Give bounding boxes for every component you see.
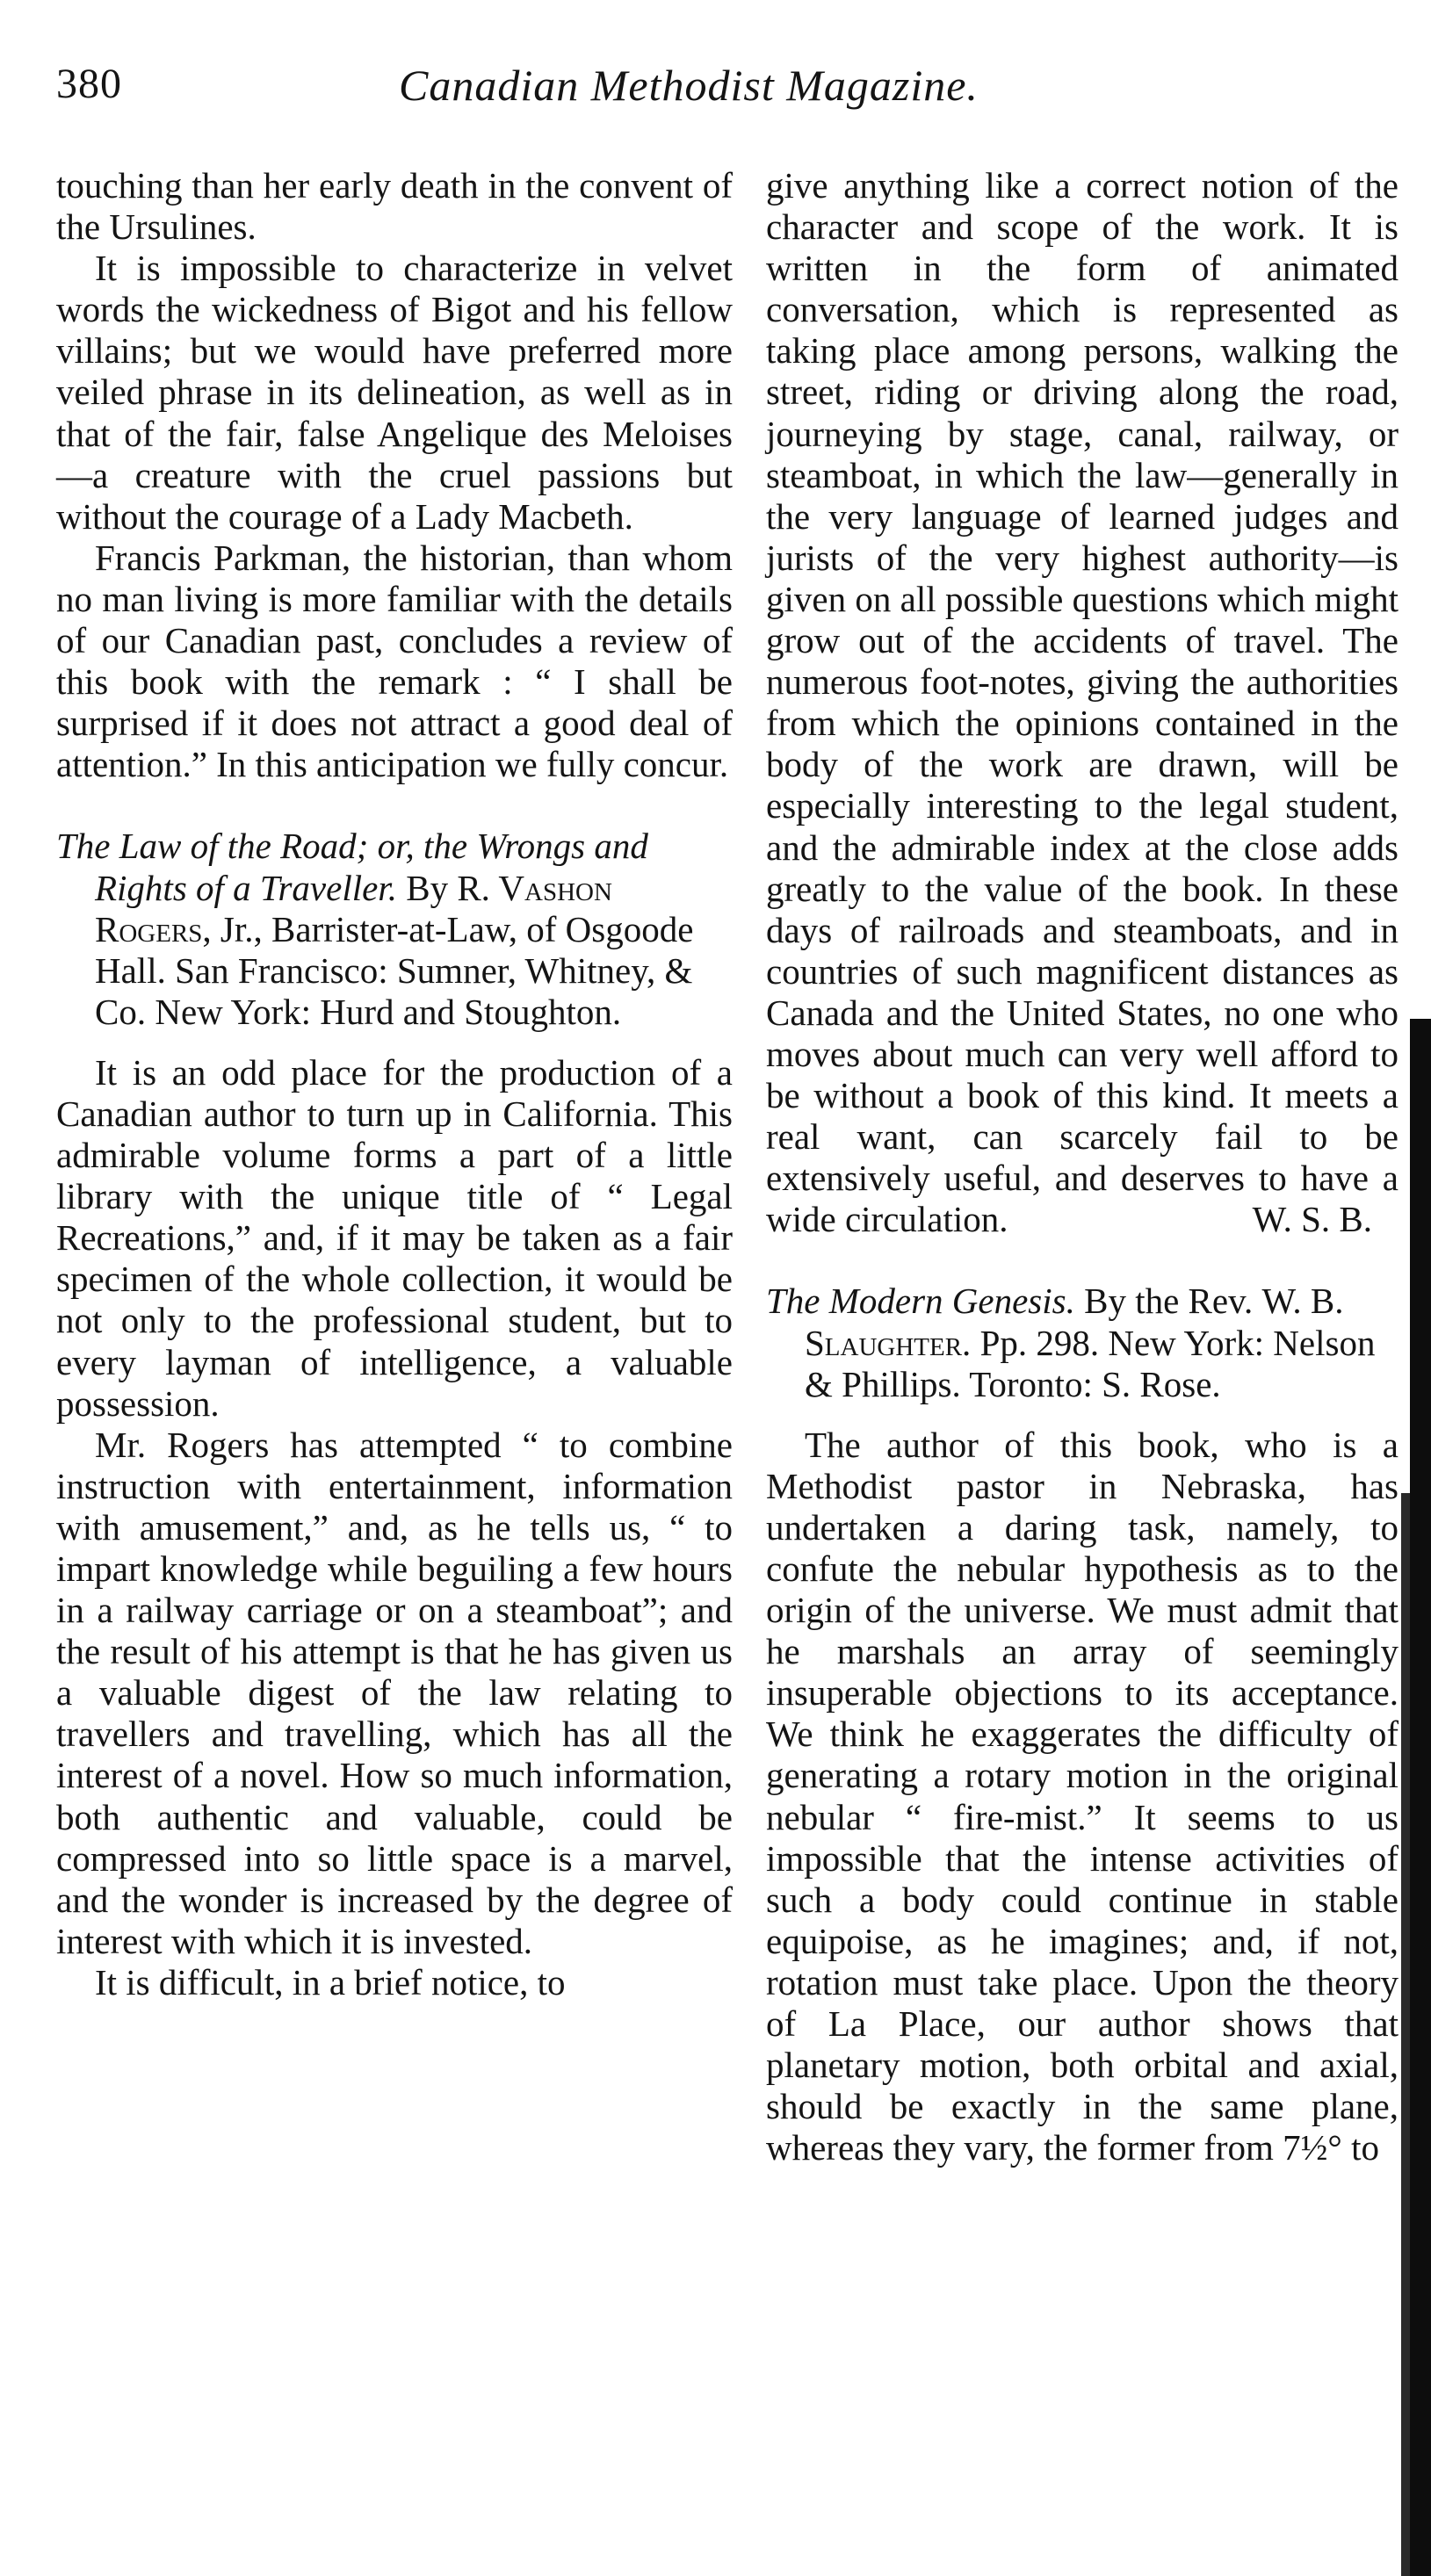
book-title: The Modern Genesis. [766, 1281, 1075, 1322]
paragraph: touching than her early death in the convent of the Ursulines. [56, 165, 733, 248]
paragraph: Mr. Rogers has attempted “ to combine instruction with entertainment, information with amusement,” and, as he tells us, “ to impart knowledge while beguiling a few hours in a railway carriage or on a steamboat”; and the result of his attempt is that he has given us a valuable digest of the law relating to travellers and travelling, which has all the interest of a novel. How so much information, both authentic and valuable, could be compressed into so little space is a marvel, and the wonder is increased by the degree of interest with which it is invested. [56, 1424, 733, 1961]
paragraph: The author of this book, who is a Methodist pastor in Nebraska, has undertaken a daring task, namely, to confute the nebular hypothesis as to the origin of the universe. We must admit that he marshals an array of seemingly insuperable objections to its acceptance. We think he exaggerates the difficulty of generating a rotary motion in the original nebular “ fire-mist.” It seems to us impossible that the intense activities of such a body could continue in stable equipoise, as he imagines; and, if not, rotation must take place. Upon the theory of La Place, our author shows that planetary motion, both orbital and axial, should be exactly in the same plane, whereas they vary, the former from 7½° to [766, 1424, 1398, 2168]
scan-edge [1410, 1019, 1431, 2576]
page-number: 380 [56, 61, 122, 107]
left-column [56, 165, 733, 2003]
publication-details: Pp. 298. New York: Nelson & Phillips. Toronto: S. Rose. [805, 1322, 1376, 1404]
running-title: Canadian Methodist Magazine. [399, 61, 979, 110]
review-heading [766, 1281, 1398, 1404]
reviewer-signature: W. S. B. [1252, 1199, 1372, 1240]
byline: By [406, 867, 449, 908]
right-column [766, 165, 1398, 2168]
byline: By the Rev. [1084, 1281, 1254, 1322]
paragraph: give anything like a correct notion of the character and scope of the work. It is written in the form of animated conversation, which is represented as taking place among persons, walking the street, riding or driving along the road, journeying by stage, canal, railway, or steamboat, in which the law—generally in the very language of learned judges and jurists of the very highest authority—is given on all possible questions which might grow out of the accidents of travel. The numerous foot-notes, giving the authorities from which the opinions contained in the body of the work are drawn, will be especially interesting to the legal student, and the admirable index at the close adds greatly to the value of the book. In these days of railroads and steamboats, and in countries of such magnificent distances as Canada and the United States, no one who moves about much can very well afford to be without a book of this kind. It meets a real want, can scarcely fail to be extensively useful, and deserves to have a wide circulation. [766, 165, 1398, 1240]
scan-edge-shadow [1401, 1493, 1410, 2576]
page-header [56, 60, 1102, 116]
publication-details: , Jr., Barrister-at-Law, of Osgoode Hall. San Francisco: Sumner, Whitney, & Co. New York: Hurd and Stoughton. [95, 908, 694, 1032]
review-heading [56, 826, 733, 1032]
book-title: The Law of the Road; or, the Wrongs and Rights of a Traveller. [56, 826, 648, 908]
paragraph: It is difficult, in a brief notice, to [95, 1961, 566, 2002]
paragraph: It is an odd place for the production of a Canadian author to turn up in California. This admirable volume forms a part of a little library with the unique title of “ Legal Recreations,” and, if it may be taken as a fair specimen of the whole collection, it would be not only to the professional student, but to every layman of intelligence, a valuable possession. [56, 1051, 733, 1424]
book-author: R. Vashon Rogers [95, 867, 612, 949]
paragraph: It is impossible to characterize in velvet words the wickedness of Bigot and his fellow villains; but we would have preferred more veiled phrase in its delineation, as well as in that of the fair, false Angelique des Meloises —a creature with the cruel passions but without the courage of a Lady Macbeth. [56, 248, 733, 537]
book-author: W. B. Slaughter. [805, 1281, 1344, 1363]
paragraph: Francis Parkman, the historian, than whom no man living is more familiar with the details of our Canadian past, concludes a review of this book with the remark : “ I shall be surprised if it does not attract a good deal of attention.” In this anticipation we fully concur. [56, 537, 733, 785]
